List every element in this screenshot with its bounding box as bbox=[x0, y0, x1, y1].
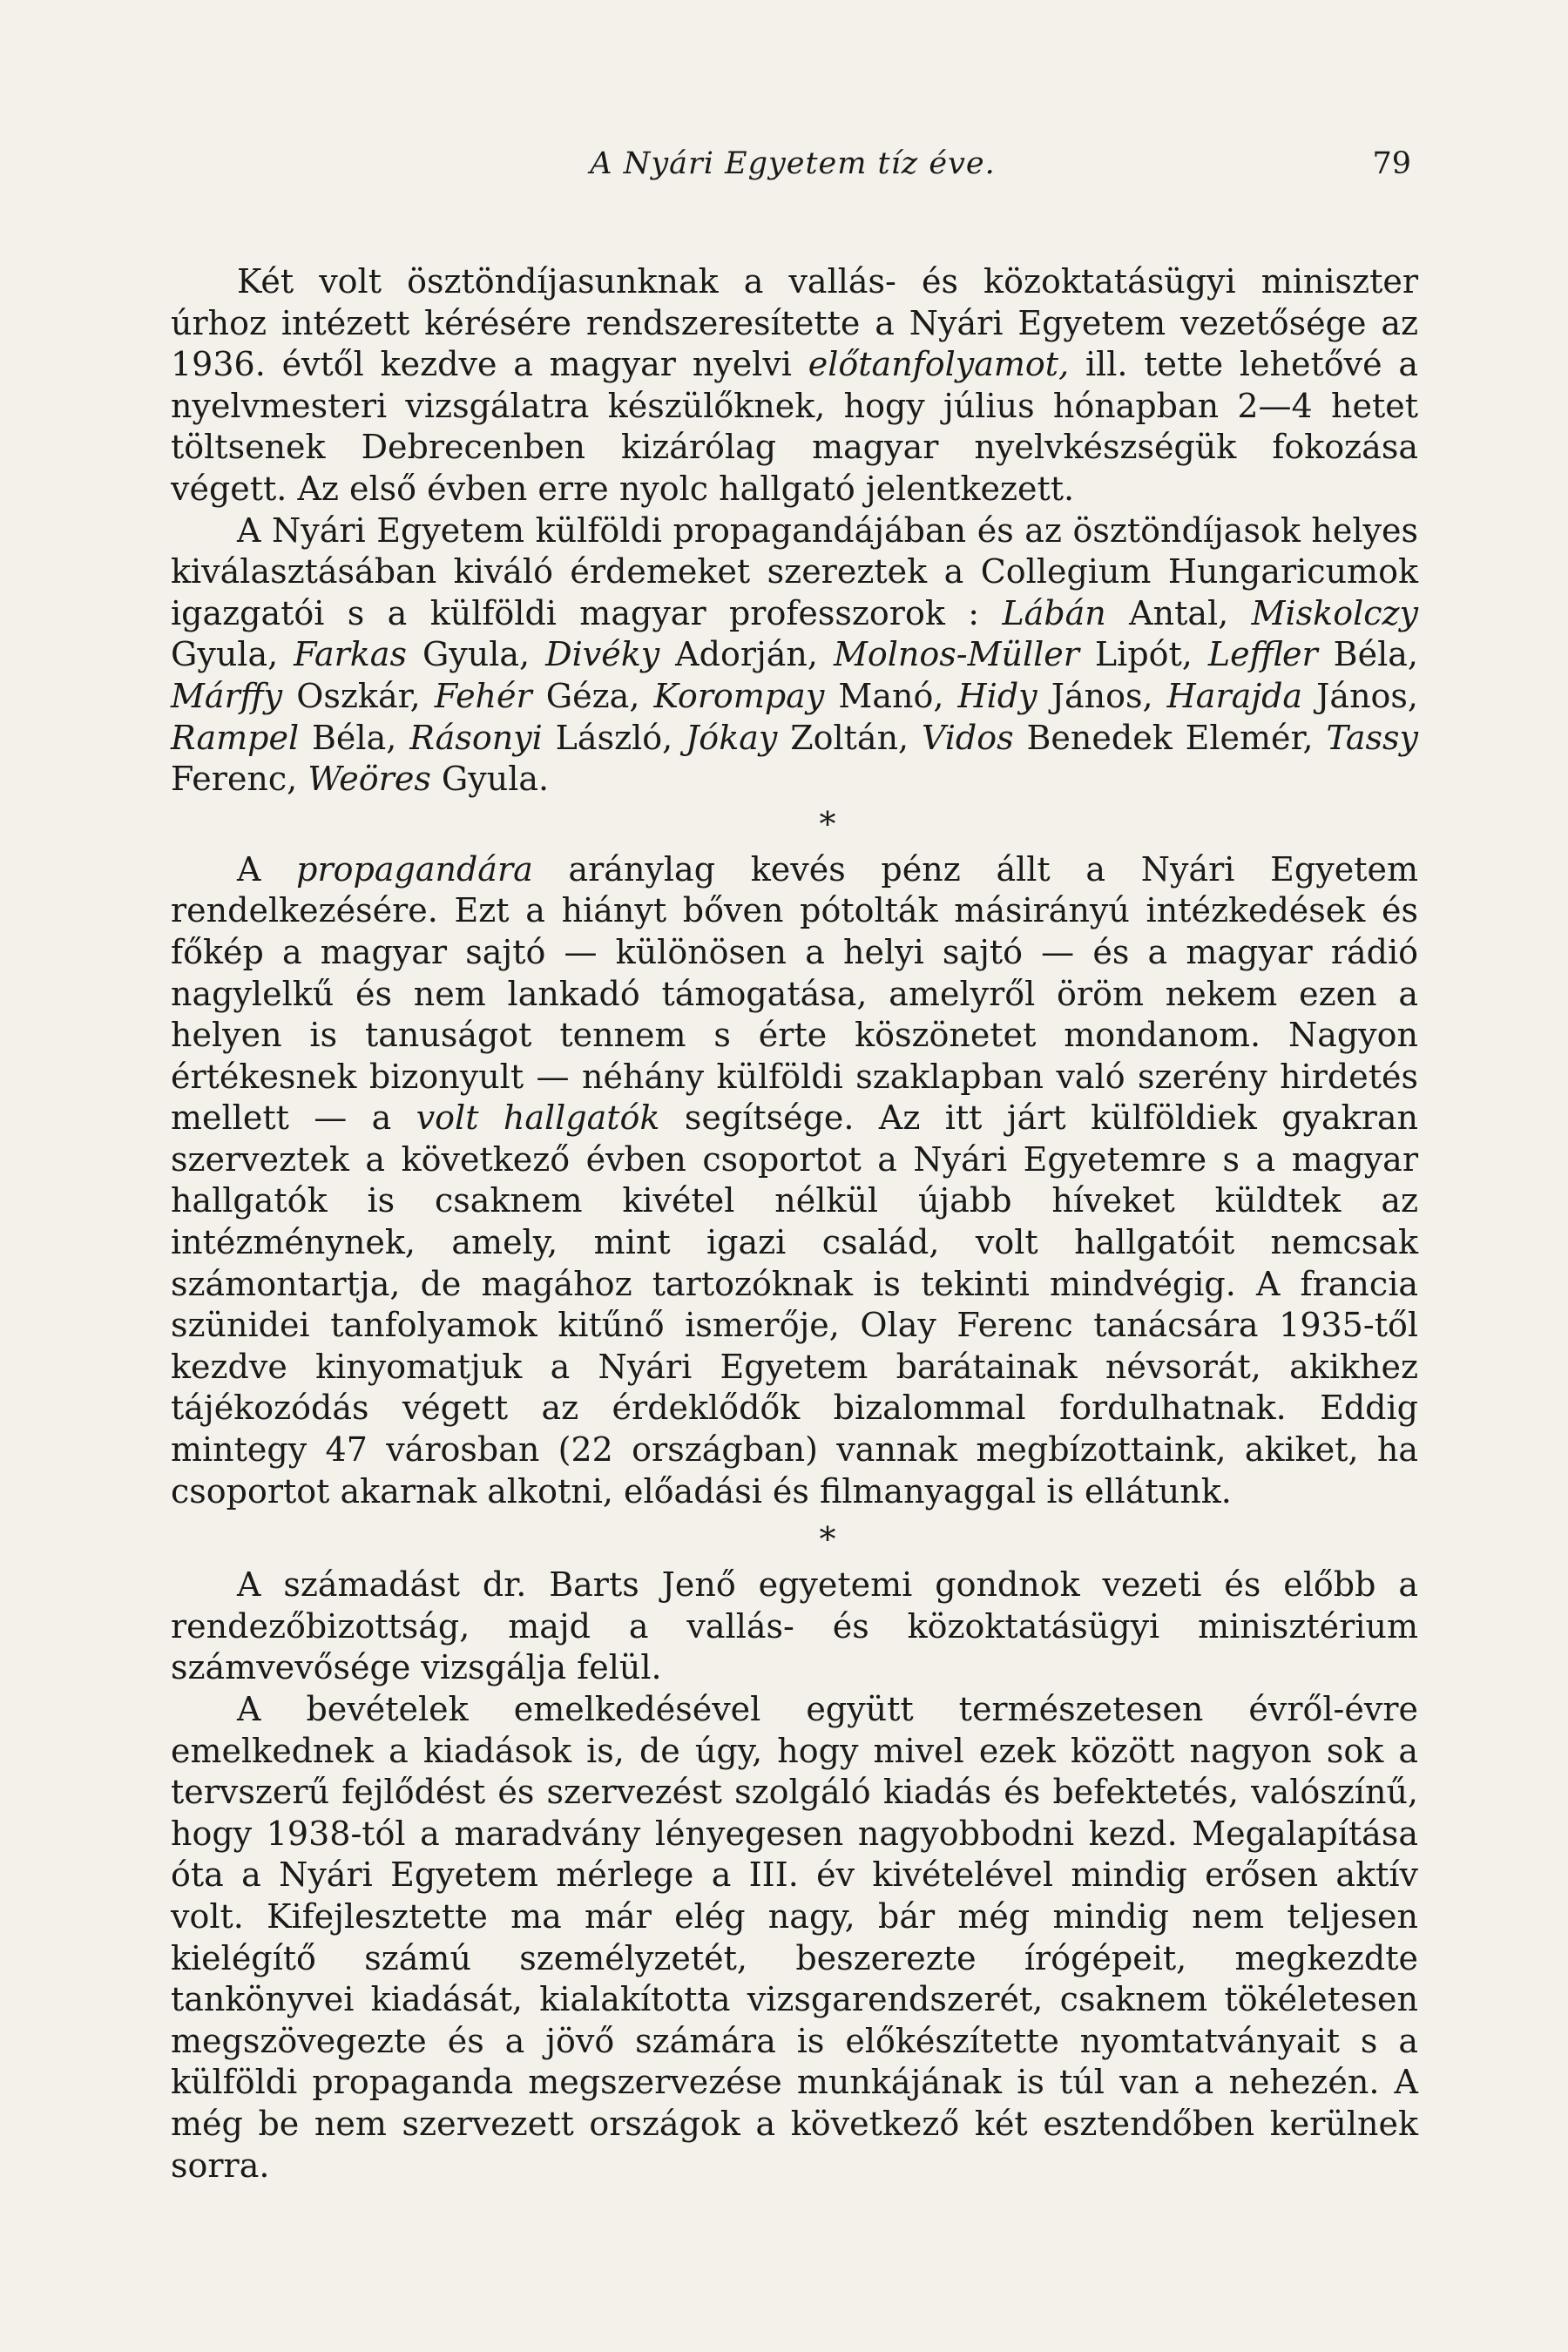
section-separator: * bbox=[819, 1520, 836, 1559]
text-run: Két volt ösztöndíjasunknak a vallás- és közoktatásügyi miniszter úrhoz intézett kérésére rendszeresítette a Nyári Egyetem vezetősége az 1936. évtől kezdve a magyar nyelvi bbox=[171, 262, 1418, 384]
name-surname: Divéky bbox=[545, 635, 660, 674]
italic-term: előtanfolyamot, bbox=[808, 345, 1070, 384]
name-surname: Márffy bbox=[171, 676, 283, 715]
text-run: aránylag kevés pénz állt a Nyári Egyetem rendelkezésére. Ezt a hiányt bőven pótolták másirányú intézkedések és főkép a magyar sajtó — különösen a helyi sajtó — és a magyar rádió nagylelkű és nem lankadó támogatása, amelyről öröm nekem ezen a helyen is tanuságot tennem s érte köszönetet mondanom. Nagyon értékesnek bizonyult — néhány külföldi szaklapban való szerény hirdetés mellett — a bbox=[171, 849, 1418, 1138]
name-surname: Rampel bbox=[171, 718, 300, 757]
name-surname: Rásonyi bbox=[409, 718, 543, 757]
name-given: Antal, bbox=[1105, 593, 1252, 632]
running-head bbox=[174, 146, 1411, 190]
name-surname: Hidy bbox=[957, 676, 1037, 715]
body-text bbox=[171, 261, 1418, 2186]
name-given: Benedek Elemér, bbox=[1013, 718, 1327, 757]
paragraph-accounts: A számadást dr. Barts Jenő egyetemi gondnok vezeti és előbb a rendezőbizottság, majd a vallás- és közoktatásügyi minisztérium számvevősége vizsgálja felül. bbox=[171, 1565, 1418, 1687]
paragraph-finances: A bevételek emelkedésével együtt természetesen évről-évre emelkednek a kiadások is, de úgy, hogy mivel ezek között nagyon sok a tervszerű fejlődést és szervezést szolgáló kiadás és befektetés, valószínű, hogy 1938-tól a maradvány lényegesen nagyobbodni kezd. Megalapítása óta a Nyári Egyetem mérlege a III. év kivételével mindig erősen aktív volt. Kifejlesztette ma már elég nagy, bár még mindig nem teljesen kielégítő számú személyzetét, beszerezte írógépeit, megkezdte tankönyvei kiadását, kialakította vizsgarendszerét, csaknem tökéletesen megszövegezte és a jövő számára is előkészítette nyomtatványait s a külföldi propaganda megszervezése munkájának is túl van a nehezén. A még be nem szervezett országok a következő két esztendőben kerülnek sorra. bbox=[171, 1690, 1418, 2185]
name-given: Adorján, bbox=[659, 635, 834, 674]
name-surname: Tassy bbox=[1326, 718, 1418, 757]
text-run: ill. tette lehetővé a nyelvmesteri vizsgálatra készülőknek, hogy július hónapban 2—4 hetet töltsenek Debrecenben kizárólag magyar nyelvkészségük fokozása végett. Az első évben erre nyolc hallgató jelentkezett. bbox=[171, 345, 1418, 508]
name-given: Manó, bbox=[824, 676, 958, 715]
text-run: A bbox=[237, 849, 297, 889]
name-given: Gyula, bbox=[171, 635, 294, 674]
text-run: segítsége. Az itt járt külföldiek gyakran szerveztek a következő évben csoportot a Nyári Egyetemre s a magyar hallgatók is csaknem kivétel nélkül újabb híveket küldtek az intézménynek, amely, mint igazi család, volt hallgatóit nemcsak számontartja, de magához tartozóknak is tekinti mindvégig. A francia szünidei tanfolyamok kitűnő ismerője, Olay Ferenc tanácsára 1935-től kezdve kinyomatjuk a Nyári Egyetem barátainak névsorát, akikhez tájékozódás végett az érdeklődők bizalommal fordulhatnak. Eddig mintegy 47 városban (22 országban) vannak megbízottaink, akiket, ha csoportot akarnak alkotni, előadási és filmanyaggal is ellátunk. bbox=[171, 1098, 1418, 1511]
name-surname: Leffler bbox=[1207, 635, 1318, 674]
name-given: János, bbox=[1037, 676, 1167, 715]
name-surname: Farkas bbox=[294, 635, 407, 674]
section-separator: * bbox=[819, 804, 836, 843]
name-given: László, bbox=[542, 718, 686, 757]
name-surname: Weöres bbox=[308, 760, 431, 799]
name-given: Gyula, bbox=[406, 635, 546, 674]
paragraph-propaganda-abroad bbox=[171, 510, 1418, 801]
name-surname: Fehér bbox=[434, 676, 532, 715]
name-surname: Molnos-Müller bbox=[833, 635, 1079, 674]
name-given: Lipót, bbox=[1078, 635, 1208, 674]
italic-term: propagandára bbox=[296, 849, 533, 889]
running-title: A Nyári Egyetem tíz éve. bbox=[590, 146, 996, 181]
text-run: A Nyári Egyetem külföldi propagandájában és az ösztöndíjasok helyes kiválasztásában kiváló érdemeket szereztek a Collegium Hungaricumok igazgatói s a külföldi magyar professzorok : bbox=[171, 510, 1418, 632]
name-surname: Vidos bbox=[922, 718, 1014, 757]
italic-term: volt hallgatók bbox=[416, 1098, 660, 1138]
name-given: Béla, bbox=[1317, 635, 1418, 674]
name-given: Béla, bbox=[299, 718, 410, 757]
name-surname: Lábán bbox=[1002, 593, 1106, 632]
page-number: 79 bbox=[1372, 146, 1411, 181]
name-given: Géza, bbox=[531, 676, 654, 715]
name-given: János, bbox=[1302, 676, 1418, 715]
name-surname: Korompay bbox=[653, 676, 825, 715]
name-surname: Harajda bbox=[1166, 676, 1303, 715]
name-given: Oszkár, bbox=[282, 676, 435, 715]
paragraph-propaganda bbox=[171, 849, 1418, 1513]
paragraph-intensive-course bbox=[171, 261, 1418, 510]
name-surname: Jókay bbox=[686, 718, 778, 757]
name-given: Zoltán, bbox=[777, 718, 922, 757]
name-given: Ferenc, bbox=[171, 760, 308, 799]
name-surname: Miskolczy bbox=[1251, 593, 1419, 632]
name-given: Gyula. bbox=[430, 760, 550, 799]
